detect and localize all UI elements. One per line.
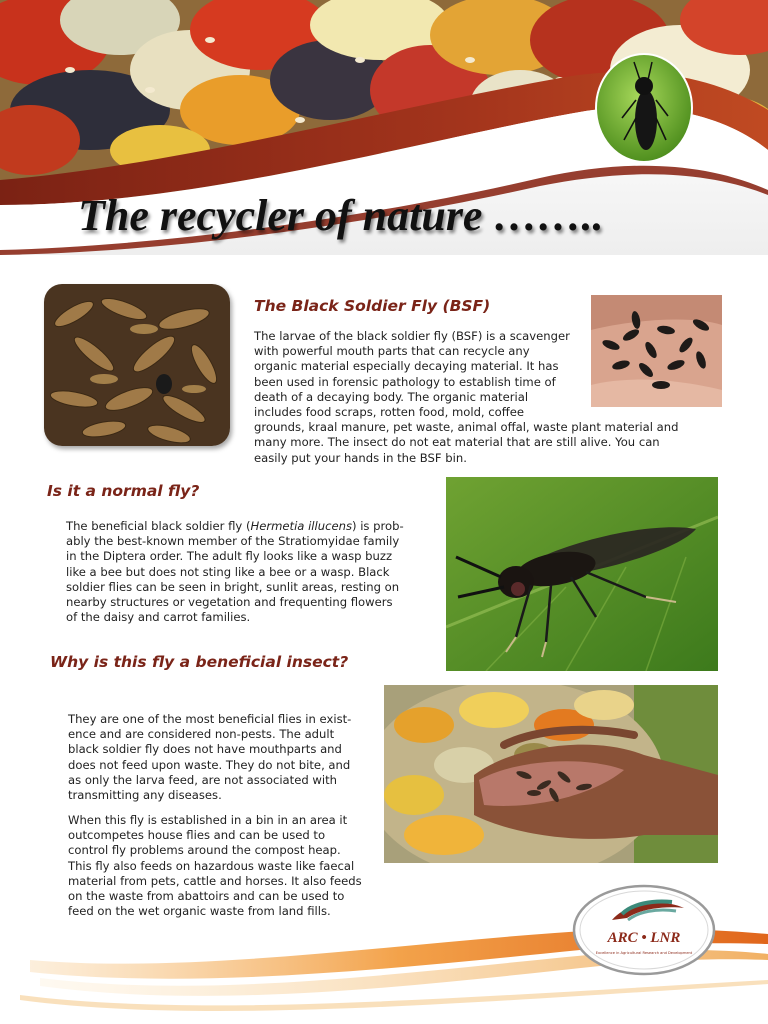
normal-fly-line: in the Diptera order. The adult fly looks like a wasp buzz — [66, 549, 393, 564]
line-text: The beneficial black soldier fly ( — [66, 519, 251, 533]
fly-on-leaf-photo — [446, 477, 718, 671]
beneficial-line: When this fly is established in a bin in an area it — [68, 813, 348, 827]
beneficial-line: on the waste from abattoirs and can be used to — [68, 889, 345, 904]
beneficial-paragraph-1 — [68, 712, 351, 803]
bsf-line: includes food scraps, rotten food, mold, coffee — [254, 405, 525, 420]
bsf-line: many more. The insect do not eat material that are still alive. You can — [254, 435, 660, 450]
bsf-paragraph — [254, 329, 678, 466]
beneficial-line: black soldier fly does not have mouthparts and — [68, 742, 342, 757]
bsf-heading: The Black Soldier Fly (BSF) — [254, 297, 491, 315]
species-name: Hermetia illucens — [250, 519, 352, 533]
bsf-line: easily put your hands in the BSF bin. — [254, 450, 467, 465]
beneficial-line: material from pets, cattle and horses. It also feeds — [68, 873, 362, 888]
beneficial-line: control fly problems around the compost heap. — [68, 843, 341, 858]
normal-fly-line: ably the best-known member of the Stratiomyidae family — [66, 534, 400, 549]
normal-fly-line: of the daisy and carrot families. — [66, 610, 251, 625]
beneficial-heading: Why is this fly a beneficial insect? — [50, 653, 349, 671]
normal-fly-paragraph — [66, 519, 404, 625]
bsf-line: organic material especially decaying material. It has — [254, 359, 559, 374]
beneficial-line: feed on the wet organic waste from land fills. — [68, 904, 331, 919]
bsf-line: death of a decaying body. The organic material — [254, 389, 529, 404]
compost-hand-photo — [384, 685, 718, 863]
beneficial-line: ence and are considered non-pests. The adult — [68, 727, 335, 742]
arc-lnr-logo — [572, 884, 717, 977]
fly-badge-icon — [596, 54, 692, 162]
normal-fly-line: like a bee but does not sting like a bee or a wasp. Black — [66, 564, 390, 579]
normal-fly-heading: Is it a normal fly? — [47, 482, 200, 500]
larvae-photo — [44, 284, 230, 446]
page-title: The recycler of nature …….. — [78, 191, 604, 240]
bsf-line: with powerful mouth parts that can recycle any — [254, 344, 530, 359]
bsf-line: The larvae of the black soldier fly (BSF) is a scavenger — [254, 329, 570, 343]
logo-tagline: Excellence in Agricultural Research and Development — [595, 951, 693, 955]
logo-name: ARC • LNR — [607, 930, 681, 946]
beneficial-line: This fly also feeds on hazardous waste like faecal — [68, 858, 355, 873]
normal-fly-line: nearby structures or vegetation and frequenting flowers — [66, 595, 393, 610]
beneficial-line: They are one of the most beneficial flies in exist- — [68, 712, 352, 726]
beneficial-line: transmitting any diseases. — [68, 788, 222, 803]
beneficial-line: as only the larva feed, are not associated with — [68, 772, 337, 787]
normal-fly-line: soldier flies can be seen in bright, sunlit areas, resting on — [66, 579, 400, 594]
bsf-line: been used in forensic pathology to establish time of — [254, 374, 556, 389]
beneficial-line: outcompetes house flies and can be used to — [68, 828, 326, 843]
normal-fly-line — [66, 519, 404, 534]
beneficial-line: does not feed upon waste. They do not bite, and — [68, 757, 351, 772]
bsf-line: grounds, kraal manure, pet waste, animal offal, waste plant material and — [254, 420, 679, 435]
line-text: ) is prob- — [352, 519, 404, 533]
